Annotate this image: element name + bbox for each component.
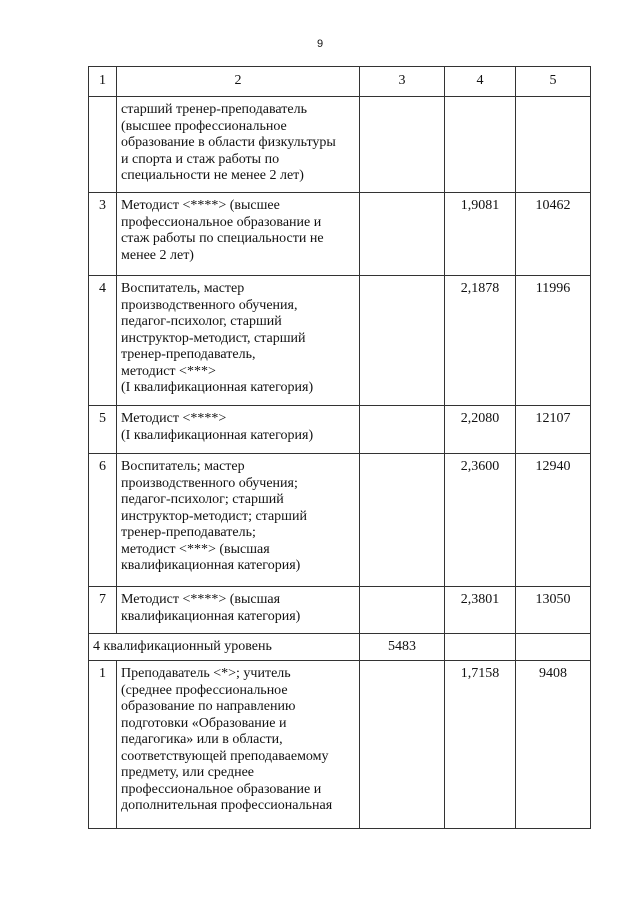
coefficient-text: 2,2080 [460,411,500,426]
salary-text: 12107 [535,411,571,426]
description-line: соответствующей преподаваемому [121,748,329,764]
table-row [89,454,591,587]
salary-text: 11996 [535,281,571,296]
coefficient-cell [445,193,516,276]
description-line: Методист <****> (высшее [121,198,280,213]
table-header-row [89,67,591,97]
description-line: тренер-преподаватель, [121,347,256,362]
row-number [89,661,117,829]
description-line: педагог-психолог; старший [121,492,284,507]
description-line: (высшее профессиональное [121,118,287,134]
table-row [89,193,591,276]
empty-cell [445,634,516,661]
row-number-text: 1 [99,666,106,681]
coefficient-cell [445,97,516,193]
salary-text: 10462 [535,198,571,213]
base-salary-cell [360,276,445,406]
qualification-level-row [89,634,591,661]
description-line: производственного обучения, [121,297,298,313]
header-cell: 4 [445,67,516,97]
description-line: подготовки «Образование и [121,715,287,731]
row-number-text: 4 [99,281,106,296]
coefficient-cell [445,406,516,454]
base-salary-text [364,661,440,666]
coefficient-text: 1,7158 [460,666,500,681]
salary-text: 13050 [535,592,571,607]
base-salary-cell [360,406,445,454]
salary-cell [516,97,591,193]
row-number-text: 6 [99,459,106,474]
position-description [117,276,360,406]
position-description [117,661,360,829]
coefficient-text [449,97,511,102]
description-line: квалификационная категория) [121,608,301,624]
description-line: менее 2 лет) [121,247,194,263]
description-line: производственного обучения; [121,475,298,491]
table-row [89,97,591,193]
base-salary-cell [360,97,445,193]
position-description [117,97,360,193]
salary-cell [516,587,591,634]
description-line: специальности не менее 2 лет) [121,168,304,183]
coefficient-text: 2,3600 [460,459,500,474]
description-line: квалификационная категория) [121,558,301,573]
coefficient-text: 2,1878 [460,281,500,296]
salary-cell [516,661,591,829]
row-number [89,193,117,276]
base-salary-cell [360,454,445,587]
row-number [89,406,117,454]
qualification-level-value: 5483 [360,634,445,661]
row-number [89,587,117,634]
base-salary-text [364,454,440,459]
description-line: предмету, или среднее [121,765,255,780]
row-number [89,276,117,406]
base-salary-text [364,97,440,102]
base-salary-text [364,406,440,411]
qualification-level-label: 4 квалификационный уровень [89,634,360,661]
row-number-text: 7 [99,592,106,607]
description-line: профессиональное образование и [121,214,322,230]
description-line: образование по направлению [121,699,296,714]
base-salary-text [364,587,440,592]
empty-cell [516,634,591,661]
description-line: инструктор-методист; старший [121,508,307,524]
salary-cell [516,276,591,406]
header-cell: 2 [117,67,360,97]
description-line: (среднее профессиональное [121,682,288,698]
description-line: старший тренер-преподаватель [121,102,307,117]
salary-text: 12940 [535,459,571,474]
description-line: Методист <****> (высшая [121,592,281,607]
coefficient-text: 1,9081 [460,198,500,213]
coefficient-text: 2,3801 [460,592,500,607]
row-number [89,454,117,587]
description-line: (I квалификационная категория) [121,380,314,395]
table-row [89,276,591,406]
header-cell: 1 [89,67,117,97]
salary-table [88,66,591,829]
row-number-text: 5 [99,411,106,426]
position-description [117,193,360,276]
description-line: стаж работы по специальности не [121,231,324,246]
salary-cell [516,406,591,454]
salary-cell [516,454,591,587]
description-line: Воспитатель, мастер [121,281,245,296]
coefficient-cell [445,276,516,406]
description-line: педагог-психолог, старший [121,314,282,329]
table-row [89,587,591,634]
base-salary-text [364,193,440,198]
page-number: 9 [316,38,324,50]
description-line: и спорта и стаж работы по [121,151,280,167]
base-salary-cell [360,661,445,829]
description-line: (I квалификационная категория) [121,427,314,443]
salary-text [520,97,586,102]
description-line: дополнительная профессиональная [121,798,333,813]
row-number-text: 3 [99,198,106,213]
coefficient-cell [445,454,516,587]
description-line: методист <***> [121,363,216,379]
description-line: образование в области физкультуры [121,135,336,150]
position-description [117,454,360,587]
row-number [89,97,117,193]
description-line: Методист <****> [121,411,227,426]
header-cell: 5 [516,67,591,97]
salary-text: 9408 [539,666,567,681]
description-line: Преподаватель <*>; учитель [121,666,291,681]
description-line: инструктор-методист, старший [121,330,306,346]
salary-cell [516,193,591,276]
base-salary-text [364,276,440,281]
base-salary-cell [360,587,445,634]
description-line: тренер-преподаватель; [121,525,256,540]
base-salary-cell [360,193,445,276]
description-line: методист <***> (высшая [121,541,270,557]
header-cell: 3 [360,67,445,97]
position-description [117,406,360,454]
row-number-text [93,97,112,102]
coefficient-cell [445,587,516,634]
table-row [89,661,591,829]
description-line: Воспитатель; мастер [121,459,245,474]
coefficient-cell [445,661,516,829]
position-description [117,587,360,634]
description-line: педагогика» или в области, [121,732,283,747]
description-line: профессиональное образование и [121,781,322,797]
table-row [89,406,591,454]
